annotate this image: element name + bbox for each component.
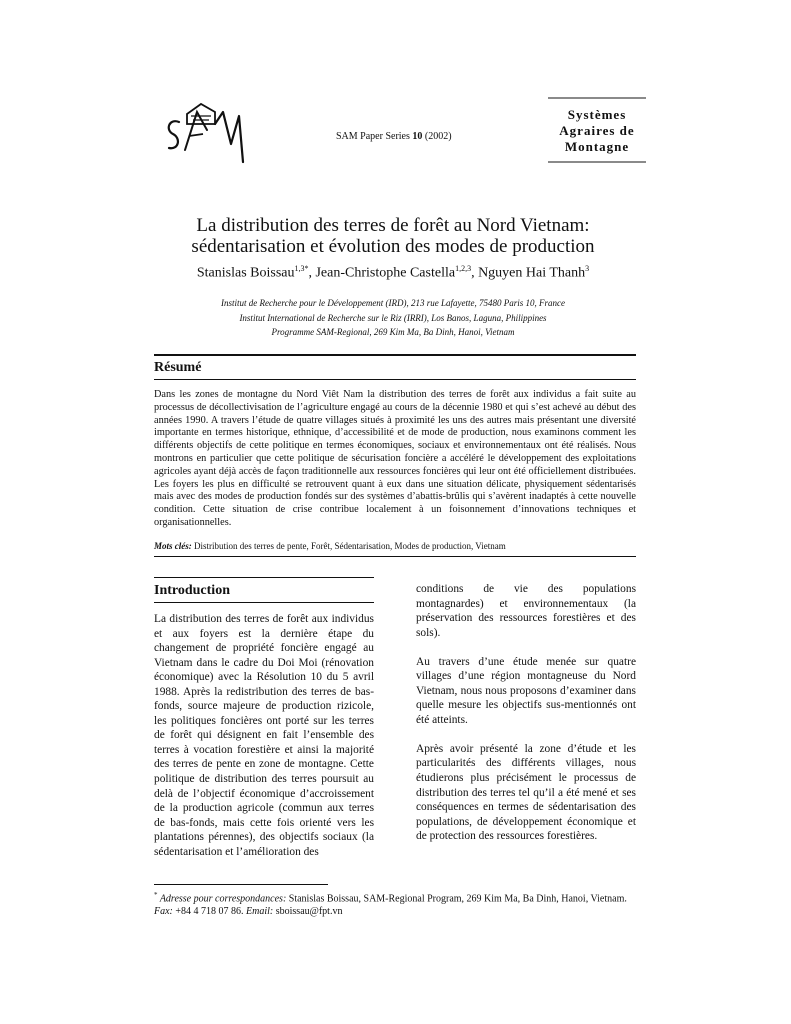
affiliations xyxy=(150,296,636,340)
intro-right-column xyxy=(416,582,636,844)
paragraph: conditions de vie des populations montagnardes) et environnementaux (la préservation des ressources forestières et des sols). xyxy=(416,583,636,639)
section-divider xyxy=(154,354,636,356)
section-divider xyxy=(154,379,636,380)
author-list: Stanislas Boissau$^{1,3*}$, Jean-Christophe Castella$^{1,2,3}$, Nguyen Hai Thanh$^3$ xyxy=(196,264,590,281)
section-divider xyxy=(154,602,374,603)
section-divider xyxy=(154,556,636,557)
paragraph: Après avoir présenté la zone d’étude et les particularités des différents villages, nous étudierons plus précisément le processus de distribution des terres tel qu’il a été mené et ses conséquences en termes de sédentarisation des populations, de développement économique et de protection des ressources forestières. xyxy=(416,742,636,843)
introduction-heading: Introduction xyxy=(154,583,230,598)
author-name: Nguyen Hai Thanh xyxy=(478,265,586,281)
keywords: Mots clés: Distribution des terres de pente, Forêt, Sédentarisation, Modes de production, Vietnam xyxy=(154,541,506,551)
footnote-divider xyxy=(154,884,328,885)
author-name: Stanislas Boissau xyxy=(196,265,295,281)
journal-box-line: Agraires de xyxy=(559,123,635,138)
sam-logo xyxy=(163,100,245,166)
journal-box-line: Systèmes xyxy=(567,107,627,122)
paper-title: La distribution des terres de forêt au Nord Vietnam: sédentarisation et évolution des modes de production xyxy=(191,215,595,257)
journal-box-line: Montagne xyxy=(564,139,630,154)
paragraph: Au travers d’une étude menée sur quatre villages d’une région montagneuse du Nord Vietnam, nous nous proposons d’examiner dans quelle mesure les objectifs sus-mentionnés ont été atteints. xyxy=(416,655,636,726)
affiliation: Programme SAM-Regional, 269 Kim Ma, Ba Dinh, Hanoi, Vietnam xyxy=(271,327,515,337)
affiliation: Institut International de Recherche sur le Riz (IRRI), Los Banos, Laguna, Philippines xyxy=(239,312,547,323)
journal-box xyxy=(548,97,646,163)
affiliation: Institut de Recherche pour le Développement (IRD), 213 rue Lafayette, 75480 Paris 10, France xyxy=(220,298,566,308)
footnote: * Adresse pour correspondances: Stanislas Boissau, SAM-Regional Program, 269 Kim Ma, Ba Dinh, Hanoi, Vietnam. Fax: +84 4 718 07 86. Email: sboissau@fpt.vn xyxy=(154,891,627,918)
section-divider xyxy=(154,577,374,578)
intro-left-column xyxy=(154,612,374,859)
author-name: Jean-Christophe Castella xyxy=(315,265,456,281)
resume-heading: Résumé xyxy=(154,360,202,375)
email-address: sboissau@fpt.vn xyxy=(273,906,343,918)
abstract-text: Dans les zones de montagne du Nord Viêt Nam la distribution des terres de forêt aux individus a fait suite au processus de décollectivisation de l’agriculture engagé au cours de la décennie 1980 et qui s’est achevé au début des années 1990. A travers l’étude de quatre villages situés à proximité les uns des autres mais présentant une diversité importante en termes historique, ethnique, d’accessibilité et de mode de production, nous examinons comment les différents objectifs de cette politique en termes économiques, sociaux et environnementaux ont été réalisés. Nous montrons en particulier que cette politique de sécurisation foncière a accéléré le développement des exploitations agricoles ayant déjà accès de façon traditionnelle aux ressources foncières qui leur ont été officiellement distribuées. Les foyers les plus en difficulté se retrouvent quant à eux dans une situation délicate, physiquement sédentarisés mais avec des modes de production fondés sur des systèmes d’abattis-brûlis qui s’avèrent inadaptés à cette nouvelle condition. Cette situation de crise contribue localement à un foisonnement d’innovations techniques et organisationnelles. xyxy=(154,389,636,528)
paragraph: La distribution des terres de forêt aux individus et aux foyers est la dernière étape du changement de propriété foncière engagé au Vietnam dans le cadre du Doi Moi (rénovation économique) avec la Résolution 10 du 5 avril 1988. Après la redistribution des terres de bas-fonds, source majeure de production rizicole, les politiques foncières ont porté sur les terres de forêt qui désignent en fait l’ensemble des terres à vocation forestière et ainsi la majorité des terres de pente en zone de montagne. Cette politique de distribution des terres poursuit au delà de l’objectif économique d’accroissement de la production agricole (commun aux terres de bas-fonds, mais cette fois orienté vers les plantations pérennes), des objectifs sociaux (la sédentarisation et l’amélioration des xyxy=(154,613,374,858)
series-label: SAM Paper Series 10 (2002) xyxy=(336,131,452,142)
